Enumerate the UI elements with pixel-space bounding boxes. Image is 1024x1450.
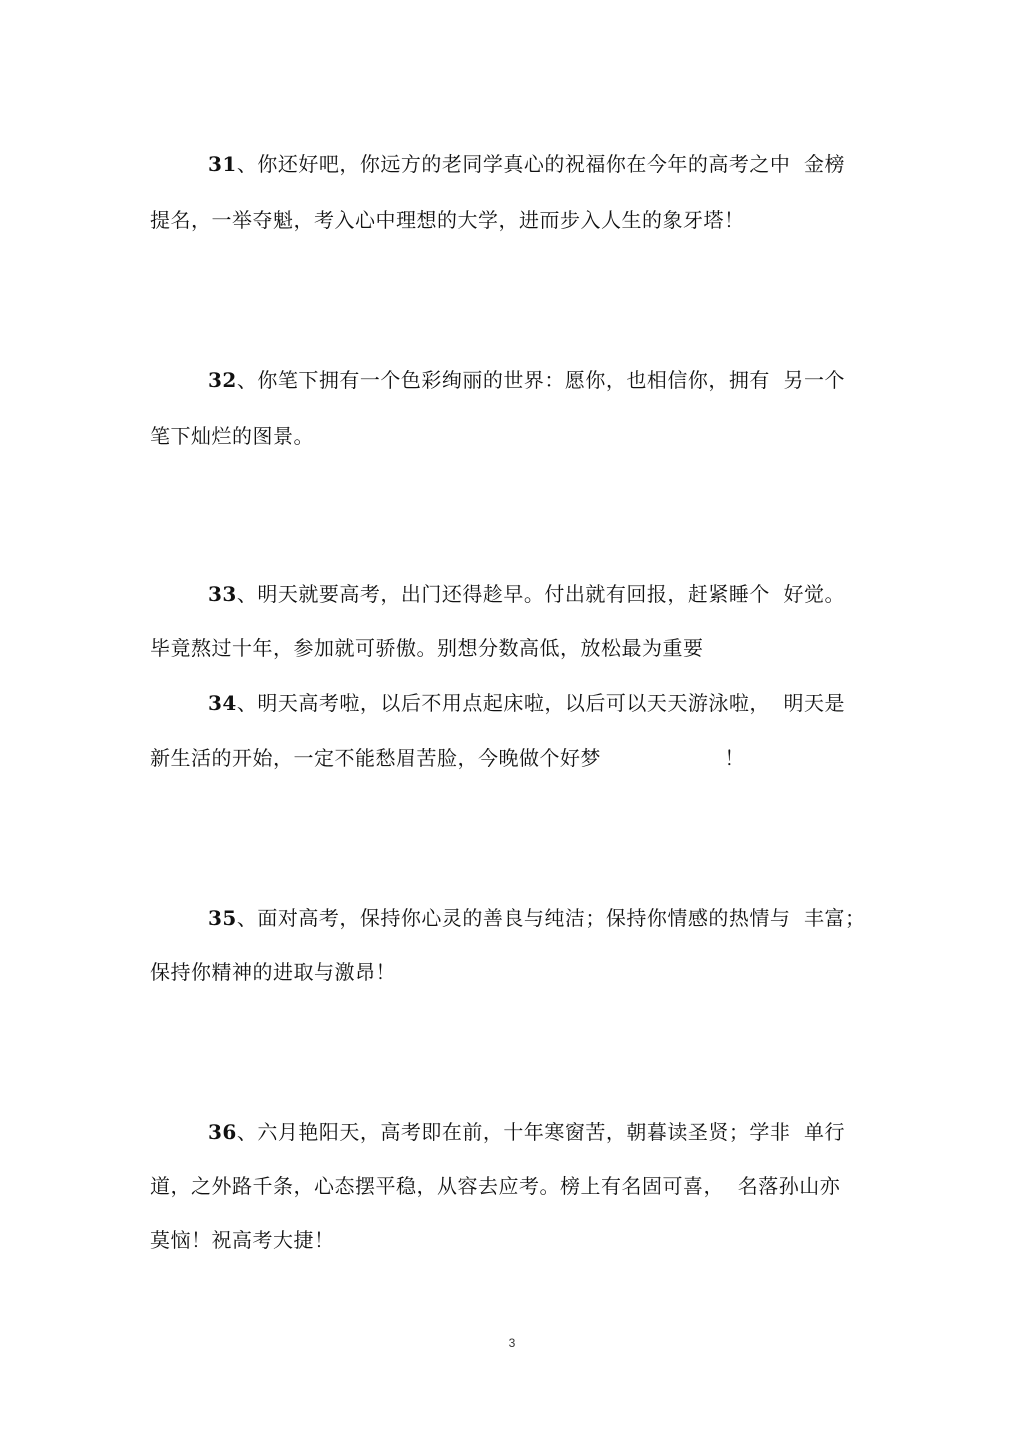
entry-number: 33 [208, 582, 237, 606]
entry-line: 提名，一举夺魁，考入心中理想的大学，进而步入人生的象牙塔！ [150, 208, 745, 232]
entry-text: 、你笔下拥有一个色彩绚丽的世界：愿你，也相信你，拥有 另一个 [236, 368, 846, 392]
entry-number: 34 [208, 691, 237, 715]
page-number: 3 [508, 1336, 516, 1350]
entry-line [208, 1118, 928, 1146]
entry-text: 、明天高考啦，以后不用点起床啦，以后可以天天游泳啦， 明天是 [236, 691, 846, 715]
entry-line: 莫恼！祝高考大捷！ [150, 1228, 335, 1252]
entry-line: 毕竟熬过十年，参加就可骄傲。别想分数高低，放松最为重要 [150, 636, 704, 660]
entry-line [208, 904, 928, 932]
entry-text: 、明天就要高考，出门还得趁早。付出就有回报，赶紧睡个 好觉。 [236, 582, 846, 606]
entry-number: 36 [208, 1120, 237, 1144]
entry-line: 保持你精神的进取与激昂！ [150, 960, 396, 984]
entry-line [208, 689, 928, 717]
entry-text: 、六月艳阳天，高考即在前，十年寒窗苦，朝暮读圣贤；学非 单行 [236, 1120, 846, 1144]
entry-number: 32 [208, 368, 237, 392]
entry-line [208, 580, 928, 608]
entry-line [208, 150, 928, 178]
entry-line [208, 366, 928, 394]
entry-line: 新生活的开始，一定不能愁眉苦脸，今晚做个好梦 ！ [150, 746, 745, 770]
entry-number: 31 [208, 152, 237, 176]
entry-text: 、面对高考，保持你心灵的善良与纯洁；保持你情感的热情与 丰富； [236, 906, 866, 930]
entry-text: 、你还好吧，你远方的老同学真心的祝福你在今年的高考之中 金榜 [236, 152, 846, 176]
entry-number: 35 [208, 906, 237, 930]
entry-line: 笔下灿烂的图景。 [150, 424, 314, 448]
entry-line: 道，之外路千条，心态摆平稳，从容去应考。榜上有名固可喜， 名落孙山亦 [150, 1174, 841, 1198]
